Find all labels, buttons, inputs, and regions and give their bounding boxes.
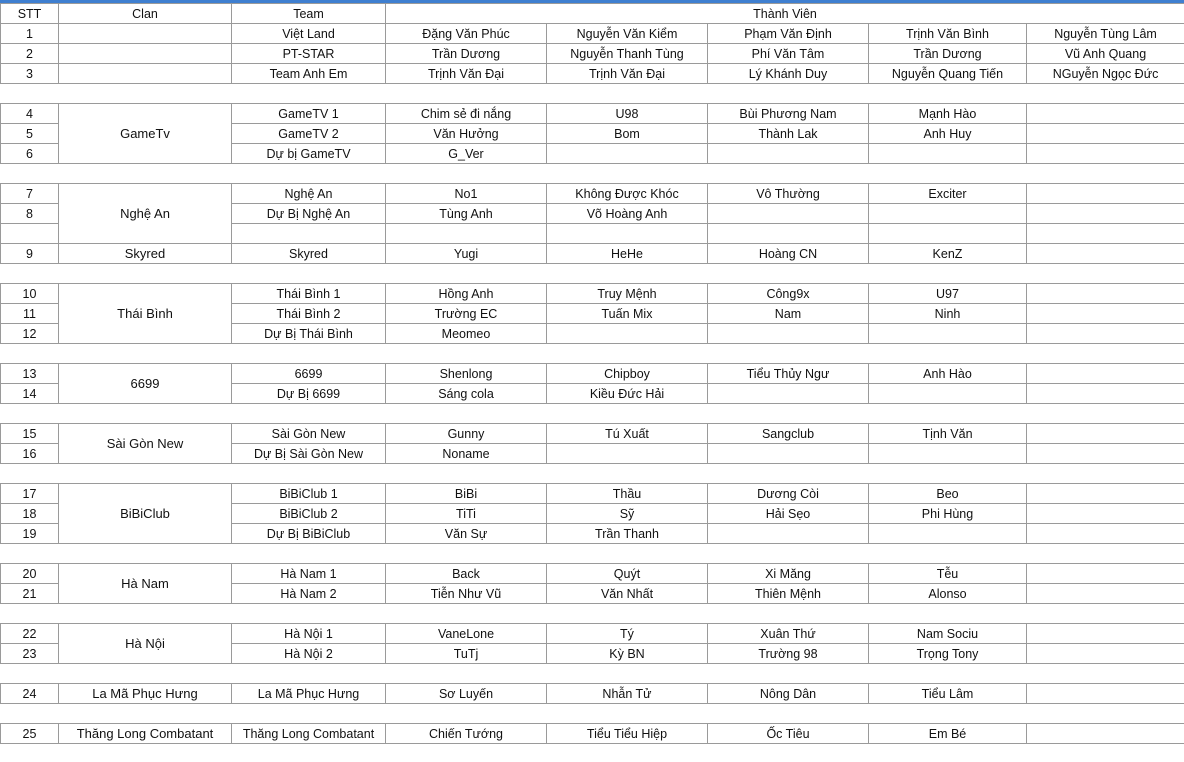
clan-cell[interactable] bbox=[59, 24, 232, 44]
member-cell[interactable] bbox=[708, 204, 869, 224]
member-cell[interactable]: Mạnh Hào bbox=[869, 104, 1027, 124]
member-cell[interactable] bbox=[1027, 484, 1184, 504]
member-cell[interactable]: Kỳ BN bbox=[547, 644, 708, 664]
stt-cell[interactable]: 1 bbox=[1, 24, 59, 44]
member-cell[interactable]: Sangclub bbox=[708, 424, 869, 444]
member-cell[interactable] bbox=[1027, 144, 1184, 164]
member-cell[interactable]: Thành Lak bbox=[708, 124, 869, 144]
member-cell[interactable]: Nguyễn Văn Kiểm bbox=[547, 24, 708, 44]
table-row bbox=[1, 184, 1184, 204]
member-cell[interactable]: Trịnh Văn Đại bbox=[547, 64, 708, 84]
clan-cell[interactable]: Thái Bình bbox=[59, 284, 232, 344]
stt-cell[interactable]: 24 bbox=[1, 684, 59, 704]
member-cell[interactable]: Tiểu Thủy Ngư bbox=[708, 364, 869, 384]
member-cell[interactable]: TuTj bbox=[386, 644, 547, 664]
stt-cell[interactable]: 9 bbox=[1, 244, 59, 264]
team-cell[interactable]: Thái Bình 2 bbox=[232, 304, 386, 324]
member-cell[interactable] bbox=[1027, 684, 1184, 704]
team-cell[interactable]: Dự Bị Sài Gòn New bbox=[232, 444, 386, 464]
clan-cell[interactable]: 6699 bbox=[59, 364, 232, 404]
table-row bbox=[1, 64, 1184, 84]
stt-cell[interactable]: 10 bbox=[1, 284, 59, 304]
member-cell[interactable]: Chipboy bbox=[547, 364, 708, 384]
clan-roster-table bbox=[0, 3, 1184, 744]
stt-cell[interactable]: 7 bbox=[1, 184, 59, 204]
team-cell[interactable]: Sài Gòn New bbox=[232, 424, 386, 444]
member-cell[interactable]: Tiễn Như Vũ bbox=[386, 584, 547, 604]
member-cell[interactable] bbox=[869, 524, 1027, 544]
member-cell[interactable] bbox=[869, 444, 1027, 464]
clan-cell[interactable]: Sài Gòn New bbox=[59, 424, 232, 464]
member-cell[interactable] bbox=[708, 384, 869, 404]
spacer-row bbox=[1, 404, 1184, 424]
member-cell[interactable] bbox=[1027, 364, 1184, 384]
table-row bbox=[1, 684, 1184, 704]
member-cell[interactable]: Tùng Anh bbox=[386, 204, 547, 224]
member-cell[interactable]: Meomeo bbox=[386, 324, 547, 344]
member-cell[interactable]: Phạm Văn Định bbox=[708, 24, 869, 44]
member-cell[interactable]: Nông Dân bbox=[708, 684, 869, 704]
member-cell[interactable] bbox=[1027, 304, 1184, 324]
member-cell[interactable] bbox=[708, 144, 869, 164]
member-cell[interactable]: Phí Văn Tâm bbox=[708, 44, 869, 64]
member-cell[interactable] bbox=[1027, 384, 1184, 404]
member-cell[interactable] bbox=[869, 204, 1027, 224]
table-row bbox=[1, 284, 1184, 304]
member-cell[interactable]: Văn Nhất bbox=[547, 584, 708, 604]
team-cell[interactable]: Team Anh Em bbox=[232, 64, 386, 84]
member-cell[interactable]: Quýt bbox=[547, 564, 708, 584]
member-cell[interactable]: Anh Hào bbox=[869, 364, 1027, 384]
member-cell[interactable]: No1 bbox=[386, 184, 547, 204]
table-row bbox=[1, 424, 1184, 444]
member-cell[interactable] bbox=[1027, 244, 1184, 264]
member-cell[interactable]: Nguyễn Tùng Lâm bbox=[1027, 24, 1184, 44]
member-cell[interactable]: Ốc Tiêu bbox=[708, 724, 869, 744]
spacer-row bbox=[1, 704, 1184, 724]
stt-cell[interactable]: 12 bbox=[1, 324, 59, 344]
table-row bbox=[1, 624, 1184, 644]
empty-cell[interactable] bbox=[1, 164, 1184, 184]
member-cell[interactable]: Sáng cola bbox=[386, 384, 547, 404]
member-cell[interactable] bbox=[708, 324, 869, 344]
team-cell[interactable]: 6699 bbox=[232, 364, 386, 384]
member-cell[interactable]: Bom bbox=[547, 124, 708, 144]
team-cell[interactable]: Dự Bị Nghệ An bbox=[232, 204, 386, 224]
member-cell[interactable]: Tuấn Mix bbox=[547, 304, 708, 324]
stt-cell[interactable]: 16 bbox=[1, 444, 59, 464]
clan-cell[interactable]: La Mã Phục Hưng bbox=[59, 684, 232, 704]
member-cell[interactable] bbox=[708, 444, 869, 464]
team-cell[interactable]: La Mã Phục Hưng bbox=[232, 684, 386, 704]
stt-cell[interactable]: 13 bbox=[1, 364, 59, 384]
member-cell[interactable]: Tiểu Tiểu Hiệp bbox=[547, 724, 708, 744]
member-cell[interactable]: Vũ Anh Quang bbox=[1027, 44, 1184, 64]
member-cell[interactable]: Truy Mệnh bbox=[547, 284, 708, 304]
member-cell[interactable]: Thầu bbox=[547, 484, 708, 504]
stt-cell[interactable] bbox=[1, 224, 59, 244]
member-cell[interactable] bbox=[1027, 104, 1184, 124]
stt-cell[interactable]: 11 bbox=[1, 304, 59, 324]
member-cell[interactable]: Exciter bbox=[869, 184, 1027, 204]
member-cell[interactable]: Vô Thường bbox=[708, 184, 869, 204]
team-cell[interactable]: Skyred bbox=[232, 244, 386, 264]
team-cell[interactable]: Hà Nội 1 bbox=[232, 624, 386, 644]
clan-cell[interactable]: Thăng Long Combatant bbox=[59, 724, 232, 744]
team-cell[interactable]: GameTV 1 bbox=[232, 104, 386, 124]
team-cell[interactable]: GameTV 2 bbox=[232, 124, 386, 144]
member-cell[interactable]: VaneLone bbox=[386, 624, 547, 644]
member-cell[interactable]: Tý bbox=[547, 624, 708, 644]
empty-cell[interactable] bbox=[1, 704, 1184, 724]
member-cell[interactable]: Xuân Thứ bbox=[708, 624, 869, 644]
member-cell[interactable] bbox=[1027, 444, 1184, 464]
table-row bbox=[1, 564, 1184, 584]
empty-cell[interactable] bbox=[1, 344, 1184, 364]
member-cell[interactable]: Sỹ bbox=[547, 504, 708, 524]
member-cell[interactable] bbox=[1027, 564, 1184, 584]
member-cell[interactable] bbox=[1027, 524, 1184, 544]
member-cell[interactable]: Văn Hưởng bbox=[386, 124, 547, 144]
table-row bbox=[1, 724, 1184, 744]
member-cell[interactable] bbox=[869, 144, 1027, 164]
member-cell[interactable] bbox=[547, 224, 708, 244]
member-cell[interactable]: G_Ver bbox=[386, 144, 547, 164]
member-cell[interactable]: Nguyễn Quang Tiến bbox=[869, 64, 1027, 84]
spacer-row bbox=[1, 264, 1184, 284]
team-cell[interactable]: Dự Bị Thái Bình bbox=[232, 324, 386, 344]
spacer-row bbox=[1, 664, 1184, 684]
member-cell[interactable]: Tiểu Lâm bbox=[869, 684, 1027, 704]
stt-cell[interactable]: 3 bbox=[1, 64, 59, 84]
table-row bbox=[1, 364, 1184, 384]
clan-cell[interactable]: Hà Nam bbox=[59, 564, 232, 604]
member-cell[interactable]: Trần Dương bbox=[869, 44, 1027, 64]
member-cell[interactable]: BiBi bbox=[386, 484, 547, 504]
member-cell[interactable] bbox=[547, 144, 708, 164]
member-cell[interactable]: Nguyễn Thanh Tùng bbox=[547, 44, 708, 64]
member-cell[interactable]: Chim sẻ đi nắng bbox=[386, 104, 547, 124]
member-cell[interactable]: Yugi bbox=[386, 244, 547, 264]
team-cell[interactable]: BiBiClub 2 bbox=[232, 504, 386, 524]
member-cell[interactable]: Xi Măng bbox=[708, 564, 869, 584]
member-cell[interactable] bbox=[1027, 504, 1184, 524]
member-cell[interactable]: KenZ bbox=[869, 244, 1027, 264]
member-cell[interactable]: Dương Còi bbox=[708, 484, 869, 504]
spacer-row bbox=[1, 604, 1184, 624]
stt-cell[interactable]: 22 bbox=[1, 624, 59, 644]
member-cell[interactable]: Trường 98 bbox=[708, 644, 869, 664]
member-cell[interactable] bbox=[1027, 224, 1184, 244]
team-cell[interactable]: PT-STAR bbox=[232, 44, 386, 64]
stt-cell[interactable]: 6 bbox=[1, 144, 59, 164]
stt-cell[interactable]: 14 bbox=[1, 384, 59, 404]
stt-cell[interactable]: 8 bbox=[1, 204, 59, 224]
spacer-row bbox=[1, 164, 1184, 184]
member-cell[interactable]: Beo bbox=[869, 484, 1027, 504]
team-cell[interactable]: Hà Nội 2 bbox=[232, 644, 386, 664]
header-stt[interactable]: STT bbox=[1, 4, 59, 24]
member-cell[interactable]: Tịnh Văn bbox=[869, 424, 1027, 444]
member-cell[interactable]: U98 bbox=[547, 104, 708, 124]
member-cell[interactable]: Hồng Anh bbox=[386, 284, 547, 304]
member-cell[interactable] bbox=[1027, 724, 1184, 744]
member-cell[interactable]: Shenlong bbox=[386, 364, 547, 384]
table-row bbox=[1, 104, 1184, 124]
member-cell[interactable]: Noname bbox=[386, 444, 547, 464]
stt-cell[interactable]: 2 bbox=[1, 44, 59, 64]
member-cell[interactable]: Tễu bbox=[869, 564, 1027, 584]
team-cell[interactable]: Việt Land bbox=[232, 24, 386, 44]
team-cell[interactable]: Dự Bị 6699 bbox=[232, 384, 386, 404]
team-cell[interactable] bbox=[232, 224, 386, 244]
header-team[interactable]: Team bbox=[232, 4, 386, 24]
table-row bbox=[1, 244, 1184, 264]
member-cell[interactable] bbox=[1027, 584, 1184, 604]
clan-cell[interactable] bbox=[59, 44, 232, 64]
member-cell[interactable]: Nam Sociu bbox=[869, 624, 1027, 644]
team-cell[interactable]: Hà Nam 2 bbox=[232, 584, 386, 604]
team-cell[interactable]: Dự bị GameTV bbox=[232, 144, 386, 164]
member-cell[interactable]: Lý Khánh Duy bbox=[708, 64, 869, 84]
clan-cell[interactable] bbox=[59, 64, 232, 84]
member-cell[interactable]: Nhẫn Tử bbox=[547, 684, 708, 704]
member-cell[interactable]: Trần Thanh bbox=[547, 524, 708, 544]
member-cell[interactable] bbox=[1027, 204, 1184, 224]
member-cell[interactable] bbox=[869, 384, 1027, 404]
table-row bbox=[1, 44, 1184, 64]
empty-cell[interactable] bbox=[1, 604, 1184, 624]
empty-cell[interactable] bbox=[1, 264, 1184, 284]
clan-cell[interactable]: Hà Nội bbox=[59, 624, 232, 664]
stt-cell[interactable]: 21 bbox=[1, 584, 59, 604]
member-cell[interactable] bbox=[386, 224, 547, 244]
member-cell[interactable] bbox=[708, 224, 869, 244]
team-cell[interactable]: Thăng Long Combatant bbox=[232, 724, 386, 744]
member-cell[interactable]: Văn Sự bbox=[386, 524, 547, 544]
member-cell[interactable] bbox=[869, 224, 1027, 244]
member-cell[interactable]: Không Được Khóc bbox=[547, 184, 708, 204]
member-cell[interactable]: Trường EC bbox=[386, 304, 547, 324]
table-row bbox=[1, 24, 1184, 44]
empty-cell[interactable] bbox=[1, 544, 1184, 564]
clan-cell[interactable]: BiBiClub bbox=[59, 484, 232, 544]
stt-cell[interactable]: 20 bbox=[1, 564, 59, 584]
member-cell[interactable]: Back bbox=[386, 564, 547, 584]
member-cell[interactable] bbox=[869, 324, 1027, 344]
member-cell[interactable]: Alonso bbox=[869, 584, 1027, 604]
member-cell[interactable]: HeHe bbox=[547, 244, 708, 264]
member-cell[interactable]: TiTi bbox=[386, 504, 547, 524]
member-cell[interactable]: Trịnh Văn Đại bbox=[386, 64, 547, 84]
member-cell[interactable]: NGuyễn Ngọc Đức bbox=[1027, 64, 1184, 84]
member-cell[interactable]: Gunny bbox=[386, 424, 547, 444]
empty-cell[interactable] bbox=[1, 664, 1184, 684]
member-cell[interactable]: Thiên Mệnh bbox=[708, 584, 869, 604]
member-cell[interactable]: U97 bbox=[869, 284, 1027, 304]
member-cell[interactable] bbox=[1027, 124, 1184, 144]
stt-cell[interactable]: 18 bbox=[1, 504, 59, 524]
team-cell[interactable]: Hà Nam 1 bbox=[232, 564, 386, 584]
member-cell[interactable]: Bùi Phương Nam bbox=[708, 104, 869, 124]
stt-cell[interactable]: 5 bbox=[1, 124, 59, 144]
team-cell[interactable]: Nghệ An bbox=[232, 184, 386, 204]
member-cell[interactable]: Trịnh Văn Bình bbox=[869, 24, 1027, 44]
empty-cell[interactable] bbox=[1, 84, 1184, 104]
clan-cell[interactable]: Nghệ An bbox=[59, 184, 232, 244]
spacer-row bbox=[1, 544, 1184, 564]
member-cell[interactable]: Phi Hùng bbox=[869, 504, 1027, 524]
member-cell[interactable]: Em Bé bbox=[869, 724, 1027, 744]
member-cell[interactable] bbox=[1027, 184, 1184, 204]
member-cell[interactable]: Trọng Tony bbox=[869, 644, 1027, 664]
team-cell[interactable]: Dự Bị BiBiClub bbox=[232, 524, 386, 544]
stt-cell[interactable]: 25 bbox=[1, 724, 59, 744]
member-cell[interactable] bbox=[708, 524, 869, 544]
empty-cell[interactable] bbox=[1, 404, 1184, 424]
member-cell[interactable] bbox=[1027, 424, 1184, 444]
team-cell[interactable]: Thái Bình 1 bbox=[232, 284, 386, 304]
member-cell[interactable] bbox=[1027, 324, 1184, 344]
member-cell[interactable]: Nam bbox=[708, 304, 869, 324]
member-cell[interactable]: Chiến Tướng bbox=[386, 724, 547, 744]
member-cell[interactable]: Đặng Văn Phúc bbox=[386, 24, 547, 44]
member-cell[interactable] bbox=[1027, 644, 1184, 664]
stt-cell[interactable]: 15 bbox=[1, 424, 59, 444]
member-cell[interactable] bbox=[1027, 624, 1184, 644]
stt-cell[interactable]: 19 bbox=[1, 524, 59, 544]
spacer-row bbox=[1, 84, 1184, 104]
member-cell[interactable] bbox=[547, 444, 708, 464]
member-cell[interactable]: Hải Sẹo bbox=[708, 504, 869, 524]
member-cell[interactable]: Kiều Đức Hải bbox=[547, 384, 708, 404]
empty-cell[interactable] bbox=[1, 464, 1184, 484]
header-clan[interactable]: Clan bbox=[59, 4, 232, 24]
member-cell[interactable]: Ninh bbox=[869, 304, 1027, 324]
member-cell[interactable]: Công9x bbox=[708, 284, 869, 304]
member-cell[interactable]: Tú Xuất bbox=[547, 424, 708, 444]
header-members[interactable]: Thành Viên bbox=[386, 4, 1184, 24]
member-cell[interactable]: Sơ Luyến bbox=[386, 684, 547, 704]
table-row bbox=[1, 484, 1184, 504]
spacer-row bbox=[1, 464, 1184, 484]
member-cell[interactable]: Trần Dương bbox=[386, 44, 547, 64]
member-cell[interactable]: Võ Hoàng Anh bbox=[547, 204, 708, 224]
clan-cell[interactable]: GameTv bbox=[59, 104, 232, 164]
table-body bbox=[1, 4, 1184, 744]
member-cell[interactable]: Anh Huy bbox=[869, 124, 1027, 144]
clan-cell[interactable]: Skyred bbox=[59, 244, 232, 264]
member-cell[interactable] bbox=[1027, 284, 1184, 304]
stt-cell[interactable]: 23 bbox=[1, 644, 59, 664]
spacer-row bbox=[1, 344, 1184, 364]
member-cell[interactable] bbox=[547, 324, 708, 344]
header-row bbox=[1, 4, 1184, 24]
member-cell[interactable]: Hoàng CN bbox=[708, 244, 869, 264]
stt-cell[interactable]: 17 bbox=[1, 484, 59, 504]
stt-cell[interactable]: 4 bbox=[1, 104, 59, 124]
team-cell[interactable]: BiBiClub 1 bbox=[232, 484, 386, 504]
